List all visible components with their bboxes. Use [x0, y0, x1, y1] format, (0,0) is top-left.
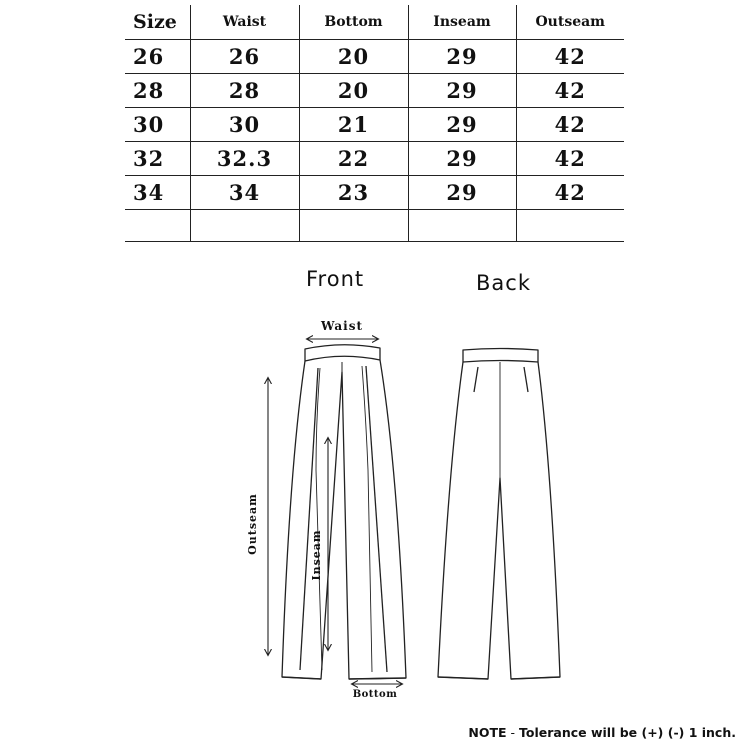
trouser-measurement-diagram: [230, 300, 610, 712]
cell-waist: 28: [190, 74, 299, 108]
table-row: [125, 108, 624, 142]
cell-size: 30: [125, 108, 190, 142]
cell-size: 34: [125, 176, 190, 210]
header-waist: Waist: [190, 5, 299, 40]
size-chart-table: [125, 5, 624, 242]
note-text: Tolerance will be (+) (-) 1 inch.: [519, 725, 736, 740]
cell-bottom: 23: [299, 176, 408, 210]
cell-waist: 32.3: [190, 142, 299, 176]
table-row: [125, 74, 624, 108]
tolerance-note: [468, 725, 736, 740]
note-prefix: NOTE: [468, 725, 507, 740]
table-row: [125, 142, 624, 176]
header-bottom: Bottom: [299, 5, 408, 40]
bottom-label: Bottom: [352, 689, 398, 700]
cell-bottom: 20: [299, 74, 408, 108]
cell-inseam: 29: [408, 142, 516, 176]
cell-inseam: 29: [408, 74, 516, 108]
front-view-label: Front: [306, 267, 365, 291]
cell-bottom: 20: [299, 40, 408, 74]
cell-outseam: 42: [516, 176, 624, 210]
cell-outseam: 42: [516, 40, 624, 74]
cell-inseam: 29: [408, 176, 516, 210]
cell-inseam: 29: [408, 40, 516, 74]
table-row: [125, 176, 624, 210]
cell-outseam: 42: [516, 108, 624, 142]
cell-size: 32: [125, 142, 190, 176]
table-header-row: [125, 5, 624, 40]
cell-outseam: 42: [516, 142, 624, 176]
note-dash: -: [506, 725, 519, 740]
back-view-label: Back: [476, 271, 531, 295]
cell-bottom: 21: [299, 108, 408, 142]
inseam-label: Inseam: [310, 529, 323, 581]
waist-label: Waist: [320, 319, 364, 333]
header-inseam: Inseam: [408, 5, 516, 40]
header-size: Size: [125, 5, 190, 40]
cell-waist: 34: [190, 176, 299, 210]
cell-inseam: 29: [408, 108, 516, 142]
cell-waist: 30: [190, 108, 299, 142]
cell-bottom: 22: [299, 142, 408, 176]
front-trousers-drawing: [282, 345, 406, 679]
table-row: [125, 40, 624, 74]
cell-waist: 26: [190, 40, 299, 74]
table-row-empty: [125, 210, 624, 242]
header-outseam: Outseam: [516, 5, 624, 40]
outseam-label: Outseam: [246, 493, 259, 555]
cell-outseam: 42: [516, 74, 624, 108]
cell-size: 26: [125, 40, 190, 74]
back-trousers-drawing: [438, 349, 560, 680]
cell-size: 28: [125, 74, 190, 108]
